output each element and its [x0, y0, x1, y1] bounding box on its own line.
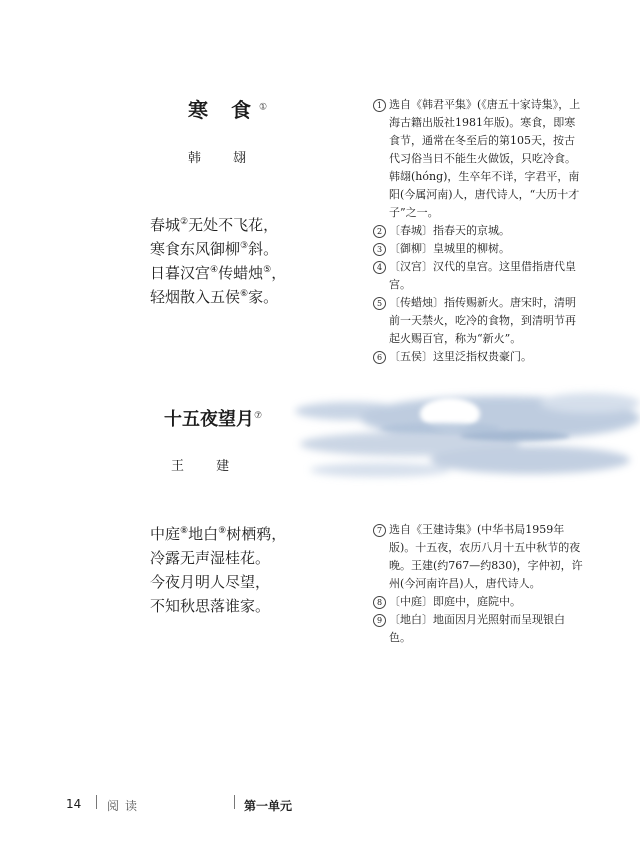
- annotation-number: 8: [373, 596, 386, 609]
- annotation-number: 3: [373, 243, 386, 256]
- poem-text: 寒食东风御柳: [150, 240, 241, 258]
- poem-title-hanshi: [188, 94, 275, 123]
- annotation-item: [373, 593, 585, 611]
- poem-text: 冷露无声湿桂花。: [150, 549, 271, 567]
- poem-author: 韩 翃: [188, 151, 261, 166]
- annotation-number: 2: [373, 225, 386, 238]
- poem-text: ，: [271, 264, 287, 282]
- poem-text: 无处不飞花，: [188, 216, 279, 234]
- poem-text: 日暮汉宫: [150, 264, 211, 282]
- annotation-number: 9: [373, 614, 386, 627]
- poem-line: [150, 570, 286, 594]
- annotation-text: 〔春城〕指春天的京城。: [389, 224, 510, 237]
- poem-text: 轻烟散入五侯: [150, 288, 241, 306]
- poem-line: [150, 546, 286, 570]
- annotation-item: [373, 611, 585, 647]
- footnote-marker: ⑦: [254, 411, 263, 421]
- annotation-text: 〔御柳〕皇城里的柳树。: [389, 242, 510, 255]
- annotation-number: 1: [373, 99, 386, 112]
- annotation-text: 〔五侯〕这里泛指权贵豪门。: [389, 350, 532, 363]
- footnote-marker: ⑧: [180, 526, 189, 536]
- annotation-number: 7: [373, 524, 386, 537]
- annotation-text: 选自《王建诗集》(中华书局1959年版)。十五夜，农历八月十五中秋节的夜晚。王建(约767—约830)，字仲初，许州(今河南许昌)人，唐代诗人。: [389, 523, 583, 590]
- poem-line: [150, 261, 286, 285]
- annotation-number: 4: [373, 261, 386, 274]
- poem-text: 中庭: [150, 525, 181, 543]
- annotation-item: [373, 294, 585, 348]
- annotation-number: 5: [373, 297, 386, 310]
- poem-line: [150, 522, 286, 546]
- annotation-item: [373, 258, 585, 294]
- poem-text: 地白: [188, 525, 219, 543]
- footnote-marker: ①: [258, 102, 276, 113]
- poem-line: [150, 285, 286, 309]
- annotation-text: 〔传蜡烛〕指传赐新火。唐宋时，清明前一天禁火，吃冷的食物，到清明节再起火赐百官，称为“新火”。: [389, 296, 576, 345]
- page-number: 14: [66, 797, 82, 811]
- annotation-item: [373, 240, 585, 258]
- annotation-item: [373, 348, 585, 366]
- annotation-text: 〔汉宫〕汉代的皇宫。这里借指唐代皇宫。: [389, 260, 576, 291]
- annotation-text: 〔中庭〕即庭中，庭院中。: [389, 595, 521, 608]
- annotation-item: [373, 521, 585, 593]
- footnote-marker: ⑨: [218, 526, 227, 536]
- annotation-text: 〔地白〕地面因月光照射而呈现银白色。: [389, 613, 565, 644]
- poem-text: 树栖鸦，: [226, 525, 287, 543]
- footnote-marker: ③: [240, 241, 249, 251]
- poem-text: 传蜡烛: [218, 264, 264, 282]
- moon-clouds-illustration: [290, 378, 640, 490]
- poem-text: 春城: [150, 216, 181, 234]
- poem-body: [150, 213, 286, 309]
- section-label: 阅读: [107, 799, 144, 813]
- footer-divider: [234, 795, 235, 809]
- poem-line: [150, 594, 286, 618]
- unit-label: 第一单元: [244, 799, 293, 813]
- poem-text: 斜。: [248, 240, 279, 258]
- footnote-marker: ⑤: [263, 265, 272, 275]
- poem-line: [150, 213, 286, 237]
- poem-text: 不知秋思落谁家。: [150, 597, 271, 615]
- poem-body: [150, 522, 286, 618]
- annotation-item: [373, 96, 585, 222]
- annotation-item: [373, 222, 585, 240]
- annotation-text: 选自《韩君平集》(《唐五十家诗集》，上海古籍出版社1981年版)。寒食，即寒食节，通常在冬至后的第105天，按古代习俗当日不能生火做饭，只吃冷食。韩翃(hóng)，生卒年不详，字君平，南阳(今属河南)人，唐代诗人，“大历十才子”之一。: [389, 98, 581, 219]
- poem-title-text: 寒 食: [188, 98, 259, 122]
- footnote-marker: ④: [210, 265, 219, 275]
- footnote-marker: ②: [180, 217, 189, 227]
- poem-author: 王 建: [171, 459, 244, 474]
- poem-text: 今夜月明人尽望，: [150, 573, 271, 591]
- annotation-list: [373, 96, 585, 366]
- poem-title-shiwuye: [164, 405, 262, 431]
- annotation-list: [373, 521, 585, 647]
- footer-divider: [96, 795, 97, 809]
- poem-title-text: 十五夜望月: [164, 409, 254, 430]
- poem-line: [150, 237, 286, 261]
- footnote-marker: ⑥: [240, 289, 249, 299]
- annotation-number: 6: [373, 351, 386, 364]
- poem-text: 家。: [248, 288, 279, 306]
